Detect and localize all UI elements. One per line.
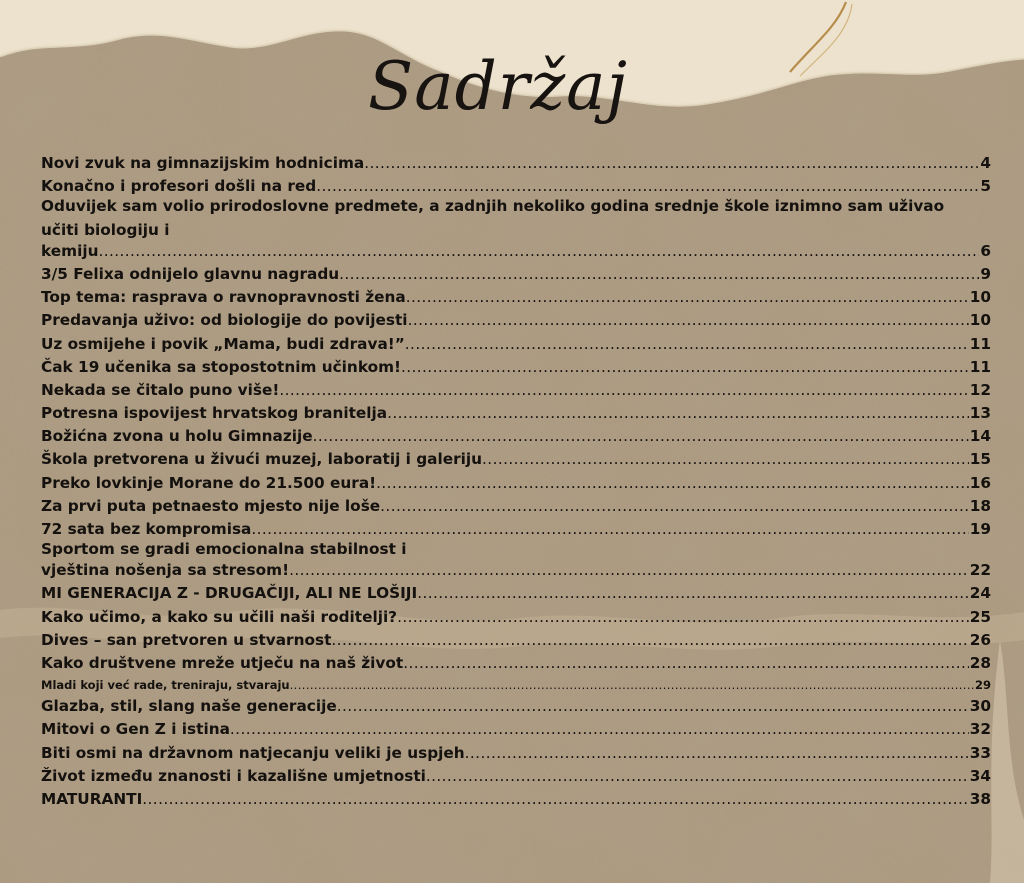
toc-entry[interactable] (41, 762, 991, 785)
toc-entry-title: Preko lovkinje Morane do 21.500 eura! (41, 473, 377, 492)
toc-entry-title-line: Oduvijek sam volio prirodoslovne predmete, a zadnjih nekoliko godina srednje škole iznimno sam uživao (41, 197, 945, 216)
toc-entry[interactable] (41, 306, 991, 329)
table-of-contents (41, 149, 991, 808)
toc-entry-page-number: 29 (974, 677, 991, 692)
toc-entry[interactable] (41, 515, 991, 538)
toc-entry-title: MI GENERACIJA Z - DRUGAČIJI, ALI NE LOŠIJI (41, 584, 418, 603)
toc-entry[interactable] (41, 626, 991, 649)
toc-entry-title: Dives – san pretvoren u stvarnost (41, 630, 332, 649)
toc-entry-title: Kako društvene mreže utječu na naš život (41, 653, 404, 672)
toc-entry-title: Mladi koji već rade, treniraju, stvaraju (41, 677, 290, 692)
toc-entry-title: Za prvi puta petnaesto mjesto nije loše (41, 496, 381, 515)
toc-entry-title: Predavanja uživo: od biologije do povijesti (41, 311, 408, 330)
dot-leader (339, 265, 979, 283)
toc-entry-page-number: 5 (980, 177, 991, 196)
toc-entry-page-number: 32 (969, 720, 991, 739)
toc-entry[interactable] (41, 283, 991, 306)
dot-leader (482, 450, 969, 468)
toc-entry-page-number: 18 (969, 496, 991, 515)
toc-entry[interactable] (41, 353, 991, 376)
toc-entry-page-number: 28 (969, 653, 991, 672)
toc-entry-title: kemiju (41, 241, 99, 260)
toc-entry[interactable] (41, 422, 991, 445)
toc-entry-title: Top tema: rasprava o ravnopravnosti žena (41, 288, 406, 307)
dot-leader (331, 631, 968, 649)
dot-leader (364, 154, 979, 172)
toc-entry-title: MATURANTI (41, 789, 143, 808)
toc-entry[interactable] (41, 492, 991, 515)
dot-leader (337, 697, 969, 715)
toc-entry-title: Čak 19 učenika sa stopostotnim učinkom! (41, 357, 401, 376)
toc-entry[interactable] (41, 649, 991, 672)
dot-leader (289, 561, 969, 579)
dot-leader (417, 584, 969, 602)
toc-entry-title: Nekada se čitalo puno više! (41, 380, 280, 399)
toc-entry-page-number: 4 (980, 154, 991, 173)
toc-entry[interactable] (41, 260, 991, 283)
toc-entry-title: 72 sata bez kompromisa (41, 520, 252, 539)
toc-entry-page-number: 13 (969, 404, 991, 423)
dot-leader (279, 381, 968, 399)
toc-entry-page-number: 25 (969, 607, 991, 626)
toc-entry[interactable] (41, 329, 991, 352)
toc-entry-title-line: učiti biologiju i (41, 220, 170, 239)
toc-entry-title: Mitovi o Gen Z i istina (41, 720, 230, 739)
dot-leader (406, 288, 969, 306)
toc-entry[interactable] (41, 376, 991, 399)
dot-leader (230, 720, 969, 738)
dot-leader (405, 335, 969, 353)
dot-leader (380, 497, 969, 515)
toc-entry-title: vještina nošenja sa stresom! (41, 561, 290, 580)
toc-entry[interactable] (41, 692, 991, 715)
dot-leader (98, 242, 979, 260)
toc-entry[interactable] (41, 445, 991, 468)
toc-entry-page-number: 22 (969, 561, 991, 580)
dot-leader (290, 678, 974, 692)
toc-entry-page-number: 15 (969, 450, 991, 469)
toc-entry-title: Škola pretvorena u živući muzej, laboratij i galeriju (41, 450, 483, 469)
dot-leader (316, 177, 979, 195)
toc-entry-page-number: 6 (980, 241, 991, 260)
dot-leader (403, 654, 969, 672)
toc-entry-title: Potresna ispovijest hrvatskog branitelja (41, 404, 388, 423)
toc-entry[interactable] (41, 602, 991, 625)
toc-entry[interactable] (41, 715, 991, 738)
toc-entry[interactable] (41, 738, 991, 761)
toc-entry-page-number: 38 (969, 789, 991, 808)
dot-leader (397, 608, 969, 626)
toc-entry-page-number: 11 (969, 334, 991, 353)
toc-entry-title: Glazba, stil, slang naše generacije (41, 697, 337, 716)
toc-entry-title: Novi zvuk na gimnazijskim hodnicima (41, 154, 365, 173)
toc-entry-page-number: 16 (969, 473, 991, 492)
toc-entry-page-number: 33 (969, 743, 991, 762)
toc-entry-page-number: 26 (969, 630, 991, 649)
toc-entry[interactable] (41, 195, 991, 259)
toc-entry[interactable] (41, 468, 991, 491)
toc-entry-page-number: 30 (969, 697, 991, 716)
toc-entry-page-number: 11 (969, 357, 991, 376)
toc-entry-title: Kako učimo, a kako su učili naši roditelji? (41, 607, 398, 626)
toc-entry[interactable] (41, 579, 991, 602)
toc-entry-title: Božićna zvona u holu Gimnazije (41, 427, 313, 446)
toc-entry[interactable] (41, 149, 991, 172)
page-title: Sadržaj (368, 48, 628, 125)
toc-entry[interactable] (41, 538, 991, 579)
toc-entry-title: Biti osmi na državnom natjecanju veliki je uspjeh (41, 743, 465, 762)
toc-entry-page-number: 14 (969, 427, 991, 446)
toc-entry-title: 3/5 Felixa odnijelo glavnu nagradu (41, 264, 340, 283)
dot-leader (142, 790, 968, 808)
toc-entry-page-number: 34 (969, 766, 991, 785)
toc-entry-title: Konačno i profesori došli na red (41, 177, 317, 196)
toc-entry-title: Uz osmijehe i povik „Mama, budi zdrava!” (41, 334, 405, 353)
toc-entry[interactable] (41, 399, 991, 422)
toc-entry-page-number: 24 (969, 584, 991, 603)
toc-entry-page-number: 10 (969, 311, 991, 330)
dot-leader (313, 427, 969, 445)
toc-entry[interactable] (41, 785, 991, 808)
toc-entry-title-line: Sportom se gradi emocionalna stabilnost i (41, 540, 407, 559)
toc-entry[interactable] (41, 672, 991, 692)
dot-leader (465, 744, 969, 762)
toc-entry-page-number: 9 (980, 264, 991, 283)
dot-leader (401, 358, 969, 376)
toc-entry-page-number: 12 (969, 380, 991, 399)
dot-leader (426, 767, 969, 785)
dot-leader (251, 520, 968, 538)
toc-entry-page-number: 10 (969, 288, 991, 307)
toc-entry-title: Život između znanosti i kazališne umjetnosti (41, 766, 426, 785)
toc-entry-page-number: 19 (969, 520, 991, 539)
dot-leader (408, 311, 969, 329)
toc-entry[interactable] (41, 172, 991, 195)
dot-leader (387, 404, 969, 422)
dot-leader (376, 474, 969, 492)
